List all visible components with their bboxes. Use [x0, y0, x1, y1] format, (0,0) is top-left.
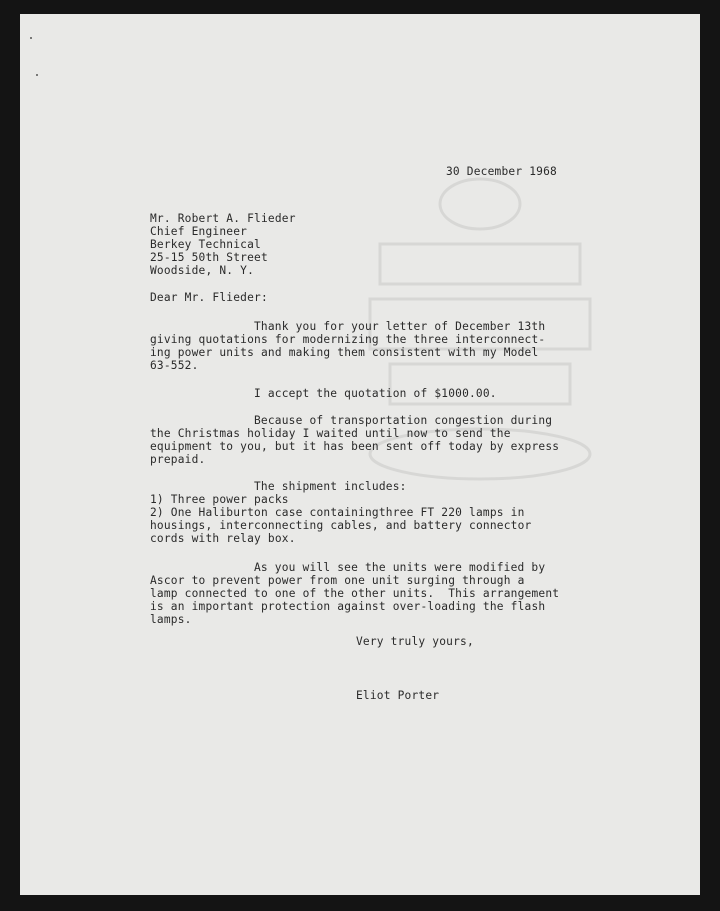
paragraph-line: is an important protection against over-loading the flash [150, 600, 546, 613]
recipient-line: Berkey Technical [150, 238, 261, 251]
letter-page [20, 14, 700, 895]
recipient-line: 25-15 50th Street [150, 251, 268, 264]
shipment-intro: The shipment includes: [254, 480, 407, 493]
shipment-item: housings, interconnecting cables, and battery connector [150, 519, 532, 532]
recipient-line: Mr. Robert A. Flieder [150, 212, 296, 225]
paragraph-line: lamp connected to one of the other units. This arrangement [150, 587, 560, 600]
paragraph-line: As you will see the units were modified by [254, 561, 546, 574]
paragraph-line: lamps. [150, 613, 192, 626]
acceptance-line: I accept the quotation of $1000.00. [254, 387, 497, 400]
shipment-item: 1) Three power packs [150, 493, 289, 506]
paragraph-line: prepaid. [150, 453, 206, 466]
paragraph-line: equipment to you, but it has been sent off today by express [150, 440, 560, 453]
shipment-item: cords with relay box. [150, 532, 296, 545]
closing: Very truly yours, [356, 635, 474, 648]
salutation: Dear Mr. Flieder: [150, 291, 268, 304]
speck [36, 74, 38, 76]
paragraph-line: the Christmas holiday I waited until now to send the [150, 427, 511, 440]
speck [30, 37, 32, 39]
paragraph-line: Because of transportation congestion during [254, 414, 553, 427]
letter-date: 30 December 1968 [446, 165, 557, 178]
shipment-item: 2) One Haliburton case containingthree FT 220 lamps in [150, 506, 525, 519]
recipient-line: Woodside, N. Y. [150, 264, 255, 277]
paragraph-line: Ascor to prevent power from one unit surging through a [150, 574, 525, 587]
recipient-line: Chief Engineer [150, 225, 248, 238]
paragraph-line: ing power units and making them consistent with my Model [150, 346, 539, 359]
signature-name: Eliot Porter [356, 689, 440, 702]
paragraph-line: Thank you for your letter of December 13th [254, 320, 546, 333]
paragraph-line: 63-552. [150, 359, 199, 372]
paragraph-line: giving quotations for modernizing the three interconnect- [150, 333, 546, 346]
